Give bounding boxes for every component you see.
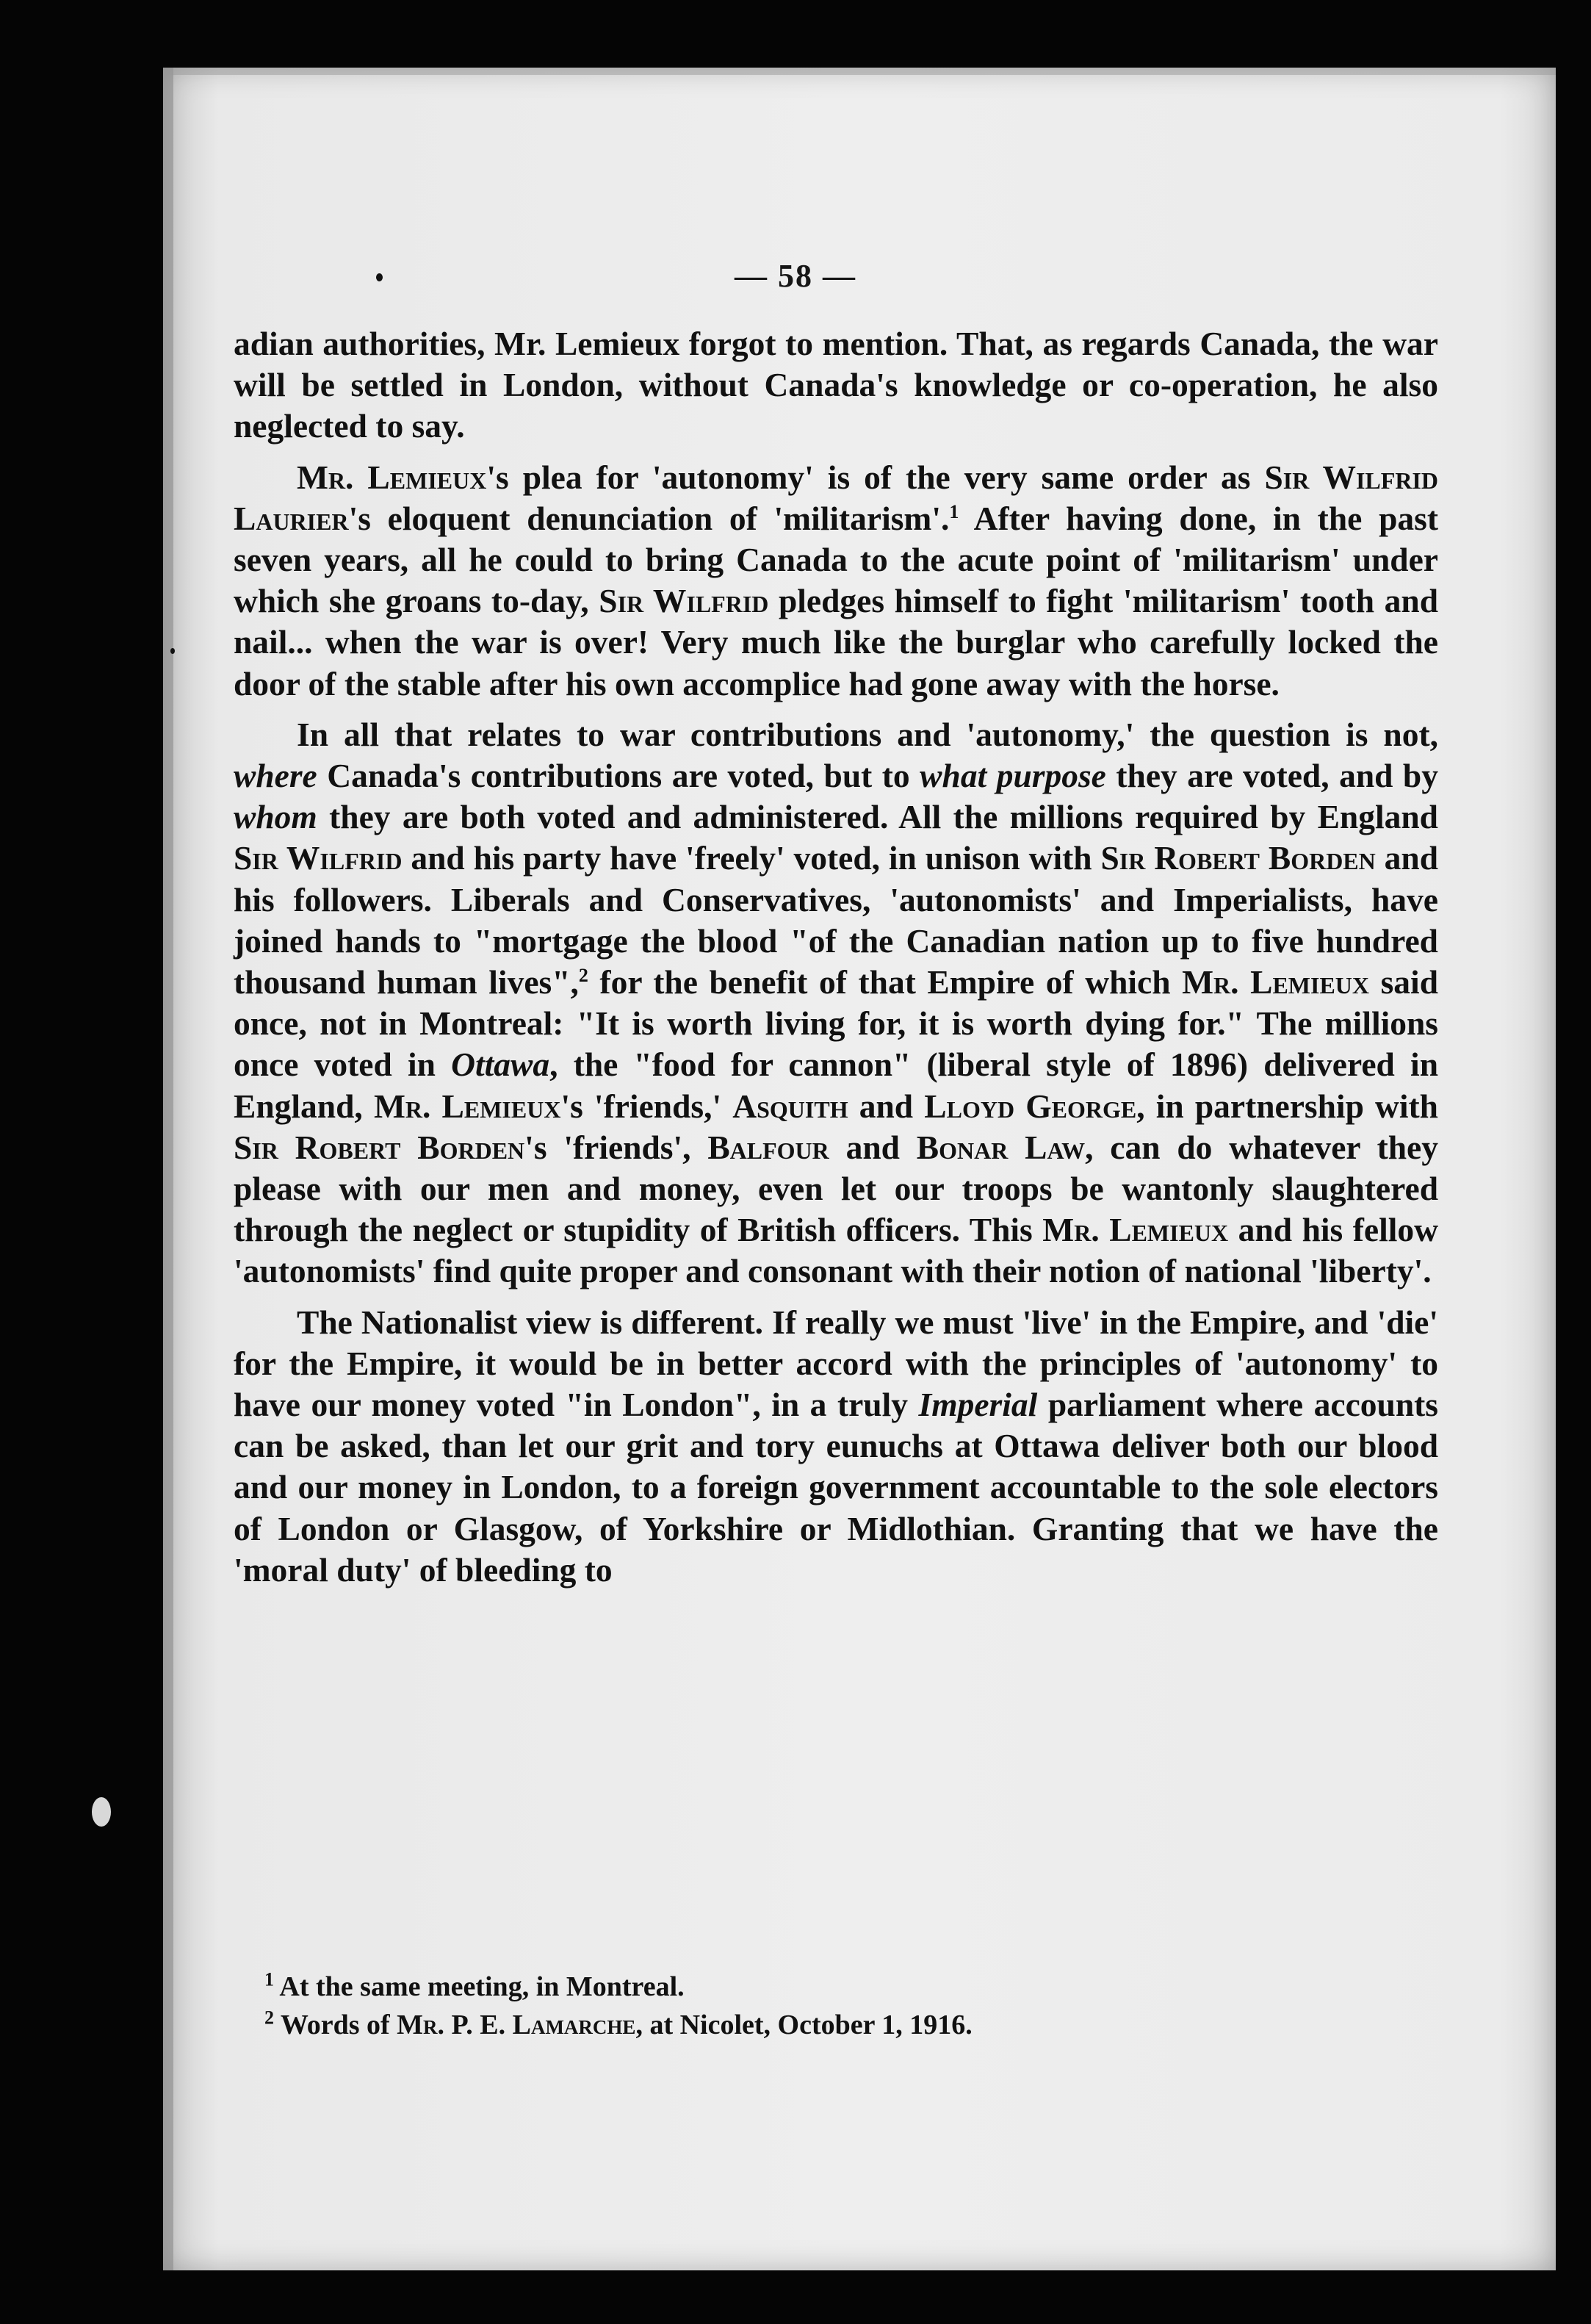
text-run: pledges himself to fight 'militarism' tooth and nail... when the war is over! Very much like the burglar who carefully locked the door of the stable after his own accomplice had gone away with the horse. xyxy=(234,582,1438,702)
footnote-ref: 1 xyxy=(949,500,959,522)
footnote-text: , at Nicolet, October 1, 1916. xyxy=(635,2010,973,2040)
text-run: Canada's contributions are voted, but to xyxy=(317,757,920,795)
scan-speck xyxy=(92,1797,111,1827)
person-name: Mr. P. E. Lamarche xyxy=(397,2010,636,2040)
text-run: and his party have 'freely' voted, in unison with xyxy=(402,839,1101,877)
person-name: Asquith xyxy=(732,1087,848,1125)
text-run: , the "food for cannon" (liberal style of 1896) delivered in England, xyxy=(234,1046,1438,1125)
text-run: said once, not in Montreal: "It is worth living for, it is worth dying for." The millions once voted in xyxy=(234,963,1439,1084)
text-run: 's eloquent denunciation of 'militarism'. xyxy=(348,499,950,537)
person-name: Sir Robert Borden xyxy=(1100,839,1376,877)
emphasis-imperial: Imperial xyxy=(918,1386,1038,1424)
text-run: In all that relates to war contributions and 'autonomy,' the question is not, xyxy=(297,715,1438,753)
text-run: they are both voted and administered. All the millions required by England xyxy=(317,798,1438,836)
footnote-mark: 1 xyxy=(264,1968,274,1990)
footnote-1 xyxy=(264,1968,1440,2006)
paragraph-4 xyxy=(234,1302,1438,1591)
person-name: Lloyd George xyxy=(924,1087,1137,1125)
body-text xyxy=(234,323,1438,1600)
text-run: and his fellow 'autonomists' find quite proper and consonant with their notion of national 'liberty'. xyxy=(234,1211,1438,1290)
text-run: parliament where accounts can be asked, than let our grit and tory eunuchs at Ottawa deliver both our blood and our money in London, to a foreign government accountable to the sole electors of London or Glasgow, of Yorkshire or Midlothian. Granting that we have the 'moral duty' of bleeding to xyxy=(234,1386,1438,1589)
text-run: and his followers. Liberals and Conservatives, 'autonomists' and Imperialists, have joined hands to "mortgage the blood "of the Canadian nation up to five hundred thousand human lives", xyxy=(234,839,1439,1001)
person-name: Mr. Lemieux xyxy=(373,1087,561,1125)
footnote-ref: 2 xyxy=(578,964,588,986)
person-name: Mr. Lemieux xyxy=(297,458,487,496)
text-run: , in partnership with xyxy=(1136,1087,1438,1125)
paragraph-2 xyxy=(234,457,1438,705)
scan-speck xyxy=(170,648,175,654)
footnotes xyxy=(264,1968,1440,2044)
paragraph-3 xyxy=(234,714,1438,1292)
footnote-2 xyxy=(264,2006,1440,2044)
footnote-text: Words of xyxy=(274,2010,397,2040)
person-name: Mr. Lemieux xyxy=(1042,1211,1229,1249)
emphasis-whom: whom xyxy=(234,798,317,836)
person-name: Balfour xyxy=(707,1128,829,1166)
person-name: Mr. Lemieux xyxy=(1182,963,1370,1001)
page-left-edge xyxy=(163,68,173,2270)
person-name: Sir Wilfrid xyxy=(234,839,403,877)
emphasis-where: where xyxy=(234,757,317,795)
emphasis-ottawa: Ottawa xyxy=(451,1046,550,1084)
emphasis-purpose: what purpose xyxy=(920,757,1106,795)
text-run: 's 'friends', xyxy=(524,1128,708,1166)
paragraph-1: adian authorities, Mr. Lemieux forgot to mention. That, as regards Canada, the war will be settled in London, without Canada's knowledge or co-operation, he also neglected to say. xyxy=(234,325,1438,445)
text-run: they are voted, and by xyxy=(1105,757,1438,795)
text-run: for the benefit of that Empire of which xyxy=(588,963,1183,1001)
person-name: Sir Robert Borden xyxy=(234,1128,525,1166)
footnote-mark: 2 xyxy=(264,2007,274,2029)
text-run: , can do whatever they please with our men and money, even let our troops be wantonly slaughtered through the neglect or stupidity of British officers. This xyxy=(234,1128,1438,1249)
text-run: 's plea for 'autonomy' is of the very same order as xyxy=(486,458,1265,496)
text-run: and xyxy=(829,1128,917,1166)
footnote-text: At the same meeting, in Montreal. xyxy=(274,1971,685,2002)
page-number: — 58 — xyxy=(735,258,856,294)
text-run: After having done, in the past seven years, all he could to bring Canada to the acute point of 'militarism' under which she groans to-day, xyxy=(234,499,1438,620)
text-run: The Nationalist view is different. If really we must 'live' in the Empire, and 'die' for the Empire, it would be in better accord with the principles of 'autonomy' to have our money voted "in London", in a truly xyxy=(234,1303,1438,1424)
person-name: Sir Wilfrid xyxy=(599,582,769,620)
person-name: Bonar Law xyxy=(916,1128,1086,1166)
text-run: and xyxy=(848,1087,925,1125)
person-name: Sir Wilfrid Laurier xyxy=(234,458,1438,537)
text-run: 's 'friends,' xyxy=(560,1087,733,1125)
page-top-edge xyxy=(163,68,1556,75)
